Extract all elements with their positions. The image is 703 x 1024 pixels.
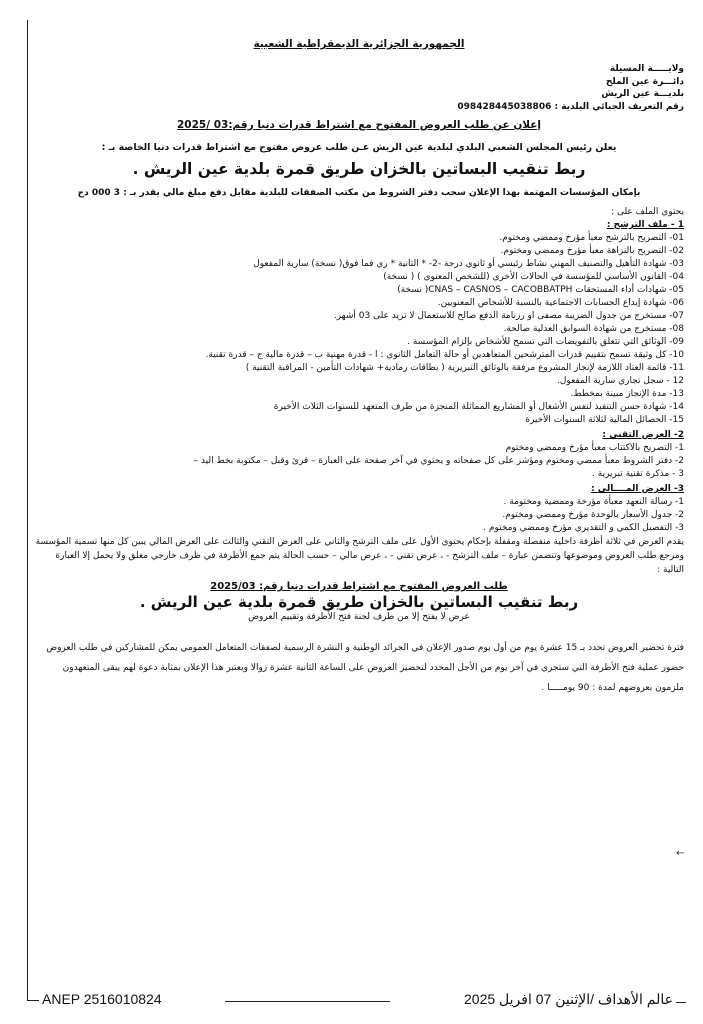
envelope-title: طلب العروض المفتوح مع اشتراط قدرات دنيا رقم: 2025/03 — [210, 581, 508, 592]
envelope-note: عرض لا يفتح إلا من طرف لجنة فتح الأظرفة وتقييم العروض — [248, 612, 470, 622]
list-item: 03- شهادة التأهيل والتصنيف المهني نشاط رئيسي أو ثانوي درجة -2- * الثانية * ري فما فوق( نسخة) سارية المفعول — [253, 259, 684, 269]
financial-list — [34, 496, 684, 535]
list-item: 1- التصريح بالاكتتاب معبأ مؤرخ وممضي ومختوم — [505, 443, 684, 453]
list-item: 3- التفصيل الكمي و التقديري مؤرخ وممضي ومختوم . — [483, 523, 684, 533]
wilaya-line: ولايـــــة المسيلة — [609, 64, 684, 74]
financial-section-title: 3- العرض المــــالي : — [591, 484, 684, 494]
margin-arrow-icon: ← — [676, 848, 685, 859]
frame-line-left — [27, 20, 28, 1000]
envelope-project: ربط تنقيب البساتين بالخزان طريق قمرة بلدية عين الريش . — [139, 593, 579, 611]
list-item: 1- رسالة التعهد معبأة مؤرخة وممضية ومختومة . — [503, 497, 684, 507]
list-item: 3 - مذكرة تقنية تبريرية . — [592, 469, 684, 479]
list-item: 05- شهادات أداء المستحقات CNAS – CASNOS – CACOBBATPH( نسخة) — [397, 285, 684, 295]
list-item: 12 - سجل تجاري سارية المفعول. — [557, 376, 684, 386]
list-item: 06- شهادة إيداع الحسابات الاجتماعية بالنسبة للأشخاص المعنويين. — [437, 298, 684, 308]
list-item: 02- التصريح بالنزاهة معبأ مؤرخ وممضي ومختوم. — [500, 246, 684, 256]
frame-line-bottom — [225, 1001, 390, 1002]
newspaper-date: عالم الأهداف /الإثنين 07 افريل 2025 — [464, 991, 673, 1007]
candidacy-section-title: 1 - ملف الترشح : — [606, 220, 684, 230]
project-title: ربط تنقيب البساتين بالخزان طريق قمرة بلدية عين الريش . — [132, 160, 586, 178]
specifications-access: بإمكان المؤسسات المهتمة بهذا الإعلان سحب دفتر الشروط من مكتب الصفقات للبلدية مقابل دفع مبلغ مالي يقدر بـ : 3 000 دج — [77, 188, 641, 198]
frame-line-bottom — [676, 1002, 686, 1003]
announcement-title: إعلان عن طلب العروض المفتوح مع اشتراط قدرات دنيا رقم:03 /2025 — [176, 119, 542, 131]
list-item: 13- مدة الإنجاز مبينة بمخطط. — [570, 389, 684, 399]
list-item: 10- كل وثيقة تسمح بتقييم قدرات المترشحين المتعاهدين أو حالة التعامل الثانوي : ا - قدرة مهنية ب – قدرة مالية ج – قدرة تقنية. — [205, 350, 684, 360]
list-item: 07- مستخرج من جدول الضريبة مصفى او رزنامة الدفع صالح للاستعمال لا تزيد على 03 أشهر. — [333, 311, 684, 321]
list-item: 09- الوثائق التي تتعلق بالتفويضات التي تسمح للأشخاص بإلزام المؤسسة . — [407, 337, 684, 347]
list-item: 2- دفتر الشروط معبأ ممضي ومختوم ومؤشر على كل صفحاته و يحتوي في آخر صفحة على العبارة – قرئ وقبل – مكتوبة بخط اليد – — [193, 456, 684, 466]
list-item: 15- الحصائل المالية لثلاثة السنوات الأخيرة — [525, 415, 684, 425]
list-item: 14- شهادة حسن التنفيذ لنفس الأشغال أو المشاريع المماثلة المنجزة من طرف المتعهد للسنوات الثلاث الأخيرة — [273, 402, 684, 412]
daira-line: دائـــرة عين الملح — [605, 76, 684, 87]
technical-list — [34, 442, 684, 481]
technical-section-title: 2- العرض التقني : — [602, 430, 684, 440]
file-contents-label: يحتوي الملف على : — [611, 207, 684, 217]
republic-title: الجمهورية الجزائرية الديمقراطية الشعبية — [253, 38, 465, 50]
frame-line-bottom — [27, 1000, 39, 1001]
closing-paragraph: فترة تحضير العروض تحدد بـ 15 عشرة يوم من أول يوم صدور الإعلان في الجرائد الوطنية و النشرة الرسمية لصفقات المتعامل العمومي يمكن للمشاركين في طلب العروض حضور عملية فتح الأظرفة التي ستجري في آخر يوم من الأجل المحدد لتحضير العروض على الساعة الثانية عشرة زوالا ويعتبر هذا الإعلان بمثابة دعوة لهم يبقى المتعهدون ملزمون بعروضهم لمدة : 90 يومـــــا . — [46, 643, 684, 693]
commune-line: بلديـــة عين الريش — [601, 89, 684, 99]
tax-id-line: رقم التعريف الجبائي البلدية : 098428445038806 — [457, 101, 684, 112]
list-item: 01- التصريح بالترشح معبأ مؤرخ وممضي ومختوم. — [499, 233, 684, 243]
announcement-intro: يعلن رئيس المجلس الشعبي البلدي لبلدية عين الريش عـن طلب عروض مفتوح مع اشتراط قدرات دنيا الخاصة بـ : — [101, 142, 617, 153]
list-item: 04- القانون الأساسي للمؤسسة في الحالات الأخرى (للشخص المعنوي ) ( نسخة) — [383, 272, 684, 282]
candidacy-list — [34, 232, 684, 427]
list-item: 11- قائمة العتاد اللازمة لإنجاز المشروع مرفقة بالوثائق التبريرية ( بطاقات رمادية+ شهادات التأمين - المراقبة التقنية ) — [245, 363, 684, 373]
announcement-body — [34, 38, 684, 698]
anep-reference: ANEP 2516010824 — [42, 991, 162, 1007]
list-item: 08- مستخرج من شهادة السوابق العدلية صالحة. — [503, 324, 684, 334]
submission-instructions: يقدم العرض في ثلاثة أظرفة داخلية منفصلة ومقفلة بإحكام يحتوي الأول على ملف الترشح والثاني على العرض التقني والثالث على العرض المالي يبين كل منها تسمية المؤسسة ومرجع طلب العروض وموضوعها وتتضمن عبارة – ملف الترشح - ، عرض تقني - ، عرض مالي – حسب الحالة يتم جمع الأظرفة في ظرف خارجي مغلق ولا يحمل إلا العبارة التالية : — [35, 537, 684, 575]
list-item: 2- جدول الأسعار بالوحدة مؤرخ وممضي ومختوم. — [502, 510, 684, 520]
